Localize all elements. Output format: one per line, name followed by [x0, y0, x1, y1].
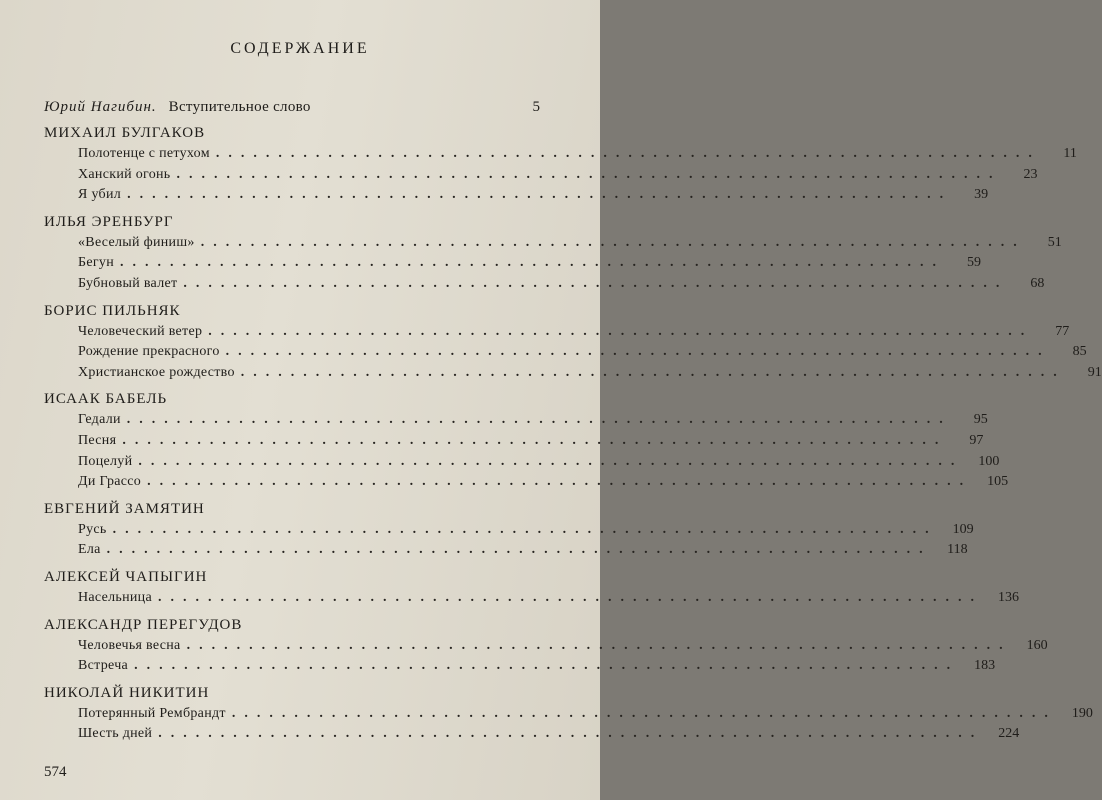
entry-title: Человечья весна	[78, 637, 181, 653]
toc-entry	[78, 144, 1077, 165]
toc-section	[44, 682, 1093, 745]
dot-leader: ..................................................................	[157, 589, 983, 605]
entry-title: Русь	[78, 521, 107, 537]
entry-page-number: 190	[1071, 705, 1093, 721]
dot-leader: ..................................................................	[208, 323, 1034, 339]
toc-entry	[78, 342, 1087, 363]
entry-page-number: 109	[952, 521, 974, 537]
entry-title: Я убил	[78, 187, 122, 203]
section-author: МИХАИЛ БУЛГАКОВ	[44, 125, 206, 141]
toc-entry	[78, 322, 1070, 343]
entry-title: Гедали	[78, 412, 121, 428]
entry-title: Поцелуй	[78, 453, 133, 469]
dot-leader: ..................................................................	[112, 521, 938, 537]
toc-entry	[78, 520, 974, 541]
toc-entry	[78, 431, 984, 452]
entry-page-number: 224	[998, 726, 1020, 742]
entry-page-number: 136	[997, 589, 1019, 605]
entry-page-number: 51	[1047, 234, 1062, 250]
intro-entry	[44, 98, 540, 116]
section-author: АЛЕКСАНДР ПЕРЕГУДОВ	[44, 616, 243, 633]
folio-page-number: 574	[44, 764, 67, 780]
toc-entry	[78, 253, 981, 274]
entry-title: Насельница	[78, 589, 152, 605]
dot-leader: ..................................................................	[231, 705, 1057, 721]
entry-page-number: 97	[969, 432, 984, 448]
entry-title: Ела	[78, 542, 101, 558]
toc-entry	[78, 704, 1093, 725]
toc-entry	[78, 274, 1045, 295]
toc-entry	[78, 656, 996, 677]
dot-leader: ..................................................................	[134, 658, 960, 674]
toc-entry	[78, 636, 1048, 657]
entry-title: «Веселый финиш»	[78, 234, 195, 250]
entry-title: Потерянный Рембрандт	[78, 705, 226, 721]
entry-page-number: 23	[1023, 166, 1038, 182]
entry-title: Бегун	[78, 255, 114, 271]
dot-leader: ..................................................................	[215, 146, 1041, 161]
toc-entry	[78, 185, 989, 206]
toc-entry	[78, 410, 988, 431]
toc-entry	[78, 540, 968, 561]
section-author: БОРИС ПИЛЬНЯК	[44, 302, 181, 319]
dot-leader: ..................................................................	[147, 474, 973, 490]
entry-title: Бубновый валет	[78, 275, 178, 291]
dot-leader: ..................................................................	[225, 344, 1051, 360]
entry-page-number: 59	[967, 255, 981, 271]
page-title: СОДЕРЖАНИЕ	[230, 40, 370, 57]
toc-entry	[78, 233, 1062, 254]
entry-page-number: 68	[1030, 275, 1045, 291]
dot-leader: ..................................................................	[126, 412, 952, 428]
entry-page-number: 91	[1087, 364, 1102, 380]
entry-title: Ди Грассо	[78, 474, 142, 490]
intro-author: Юрий Нагибин.	[44, 99, 157, 115]
toc-entry	[78, 165, 1038, 186]
dot-leader: ..................................................................	[240, 364, 1066, 380]
toc-section	[44, 388, 1009, 492]
toc-entry	[78, 724, 1020, 745]
dot-leader: ..................................................................	[200, 234, 1026, 250]
toc-entry	[78, 363, 1102, 384]
dot-leader: ..................................................................	[186, 637, 1012, 653]
entry-title: Песня	[78, 432, 117, 448]
entry-page-number: 11	[1063, 146, 1077, 161]
toc-entry	[78, 452, 1000, 473]
section-author: ИЛЬЯ ЭРЕНБУРГ	[44, 213, 174, 230]
entry-page-number: 160	[1026, 637, 1048, 653]
dot-leader: ..................................................................	[106, 542, 932, 558]
entry-page-number: 100	[978, 453, 1000, 469]
intro-page-number: 5	[532, 99, 540, 115]
entry-page-number: 183	[974, 658, 996, 674]
entry-title: Шесть дней	[78, 726, 153, 742]
entry-title: Ханский огонь	[78, 166, 171, 182]
dot-leader: ..................................................................	[176, 166, 1002, 182]
entry-page-number: 77	[1055, 323, 1070, 339]
dot-leader: ..................................................................	[120, 255, 945, 271]
toc-entry	[78, 472, 1009, 493]
entry-page-number: 105	[987, 474, 1009, 490]
section-author: АЛЕКСЕЙ ЧАПЫГИН	[44, 568, 208, 585]
toc-section	[44, 211, 1062, 295]
toc-section	[44, 566, 1019, 609]
dot-leader: ..................................................................	[158, 726, 984, 742]
dot-leader: ..................................................................	[183, 275, 1009, 291]
table-of-contents	[44, 122, 1102, 750]
toc-section	[44, 498, 974, 561]
dot-leader: ..................................................................	[122, 432, 948, 448]
entry-title: Человеческий ветер	[78, 323, 203, 339]
entry-page-number: 39	[974, 187, 989, 203]
entry-title: Встреча	[78, 658, 129, 674]
entry-title: Полотенце с петухом	[78, 146, 210, 161]
dot-leader: ..................................................................	[138, 453, 964, 469]
toc-entry	[78, 588, 1019, 609]
entry-page-number: 95	[973, 412, 988, 428]
intro-title: Вступительное слово	[168, 99, 311, 115]
entry-title: Христианское рождество	[78, 364, 235, 380]
dot-leader: ..................................................................	[127, 187, 953, 203]
section-author: ИСААК БАБЕЛЬ	[44, 391, 168, 408]
toc-section	[44, 122, 1077, 206]
section-author: НИКОЛАЙ НИКИТИН	[44, 684, 210, 701]
entry-title: Рождение прекрасного	[78, 344, 220, 360]
toc-section	[44, 614, 1048, 677]
entry-page-number: 85	[1072, 344, 1087, 360]
section-author: ЕВГЕНИЙ ЗАМЯТИН	[44, 500, 205, 517]
entry-page-number: 118	[947, 542, 968, 558]
toc-section	[44, 300, 1102, 384]
